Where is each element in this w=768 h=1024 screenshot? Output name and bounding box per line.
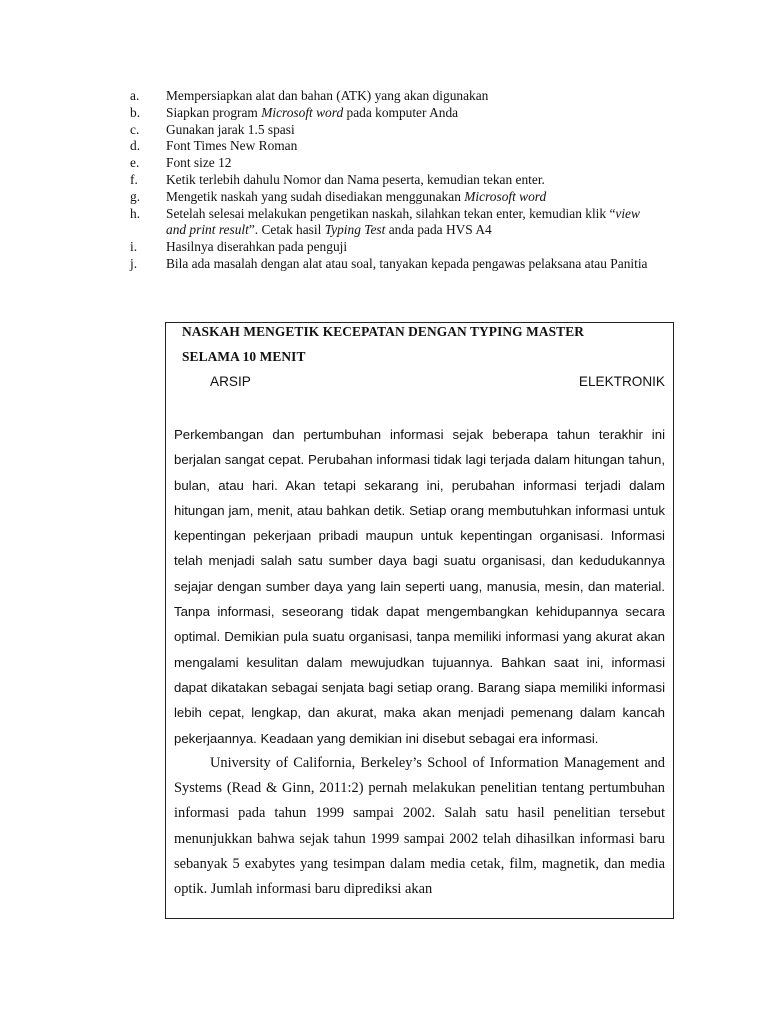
instruction-item bbox=[130, 172, 650, 189]
document-heading-left: ARSIP bbox=[210, 374, 251, 389]
instruction-text bbox=[166, 172, 650, 189]
instruction-text-part: pada komputer Anda bbox=[343, 104, 459, 120]
instruction-marker: j. bbox=[130, 255, 138, 271]
instruction-text-part: Bila ada masalah dengan alat atau soal, tanyakan kepada pengawas pelaksana atau Panitia bbox=[166, 255, 648, 271]
instruction-text-part: Setelah selesai melakukan pengetikan naskah, silahkan tekan enter, kemudian klik “ bbox=[166, 205, 616, 221]
instruction-text bbox=[166, 105, 650, 122]
instruction-text-part: anda pada HVS A4 bbox=[385, 222, 492, 238]
instruction-marker: i. bbox=[130, 239, 138, 255]
instruction-text-part: Font Times New Roman bbox=[166, 138, 298, 154]
instruction-item bbox=[130, 239, 650, 256]
instruction-text bbox=[166, 88, 650, 105]
instruction-item bbox=[130, 206, 650, 240]
instruction-text bbox=[166, 138, 650, 155]
document-title-line-1: NASKAH MENGETIK KECEPATAN DENGAN TYPING MASTER bbox=[182, 324, 585, 339]
document-paragraph-2: University of California, Berkeley’s School of Information Management and Systems (Read & Ginn, 2011:2) pernah melakukan penelitian tentang pertumbuhan informasi pada tahun 1999 sampai 2002. Salah satu hasil penelitian tersebut menunjukkan bahwa sejak tahun 1999 sampai 2002 telah dihasilkan informasi baru sebanyak 5 exabytes yang tesimpan dalam media cetak, film, magnetik, dan media optik. Jumlah informasi baru diprediksi akan bbox=[174, 754, 665, 898]
instruction-marker: h. bbox=[130, 205, 141, 221]
instruction-text-part: Gunakan jarak 1.5 spasi bbox=[166, 121, 295, 137]
instruction-marker: c. bbox=[130, 121, 140, 137]
instruction-marker: e. bbox=[130, 155, 140, 171]
document-body bbox=[174, 422, 665, 903]
instruction-text bbox=[166, 206, 650, 240]
instruction-text bbox=[166, 239, 650, 256]
instruction-text-part: Hasilnya diserahkan pada penguji bbox=[166, 239, 348, 255]
document-heading bbox=[210, 374, 665, 389]
instruction-text-italic: Microsoft word bbox=[464, 188, 547, 204]
instruction-text-part: Font size 12 bbox=[166, 155, 232, 171]
instruction-text-italic: Microsoft word bbox=[261, 104, 344, 120]
instruction-list bbox=[130, 88, 650, 273]
instruction-marker: d. bbox=[130, 138, 141, 154]
instruction-marker: f. bbox=[130, 171, 138, 187]
instruction-item bbox=[130, 189, 650, 206]
instruction-text bbox=[166, 122, 650, 139]
instruction-text-part: Mengetik naskah yang sudah disediakan menggunakan bbox=[166, 188, 465, 204]
instruction-item bbox=[130, 88, 650, 105]
instruction-text-part: Mempersiapkan alat dan bahan (ATK) yang akan digunakan bbox=[166, 88, 489, 103]
instruction-item bbox=[130, 155, 650, 172]
instruction-text bbox=[166, 189, 650, 206]
instruction-text-part: ”. Cetak hasil bbox=[248, 222, 325, 238]
instruction-marker: a. bbox=[130, 88, 140, 103]
instruction-marker: g. bbox=[130, 188, 141, 204]
instruction-item bbox=[130, 105, 650, 122]
document-paragraph-1: Perkembangan dan pertumbuhan informasi sejak beberapa tahun terakhir ini berjalan sangat cepat. Perubahan informasi tidak lagi terjada dalam hitungan tahun, bulan, atau hari. Akan tetapi sekarang ini, perubahan informasi terjadi dalam hitungan jam, menit, atau bahkan detik. Setiap orang membutuhkan informasi untuk kepentingan pekerjaan pribadi maupun untuk kepentingan organisasi. Informasi telah menjadi salah satu sumber daya bagi suatu organisasi, dan kedudukannya sejajar dengan sumber daya yang lain seperti uang, manusia, mesin, dan material. Tanpa informasi, seseorang tidak dapat mengembangkan kehidupannya secara optimal. Demikian pula suatu organisasi, tanpa memiliki informasi yang akurat akan mengalami kesulitan dalam mewujudkan tujuannya. Bahkan saat ini, informasi dapat dikatakan sebagai senjata bagi setiap orang. Barang siapa memiliki informasi lebih cepat, lengkap, dan akurat, maka akan menjadi pemenang dalam kancah pekerjaannya. Keadaan yang demikian ini disebut sebagai era informasi. bbox=[174, 427, 665, 746]
instruction-text bbox=[166, 155, 650, 172]
instruction-text-part: Siapkan program bbox=[166, 104, 262, 120]
instruction-marker: b. bbox=[130, 104, 141, 120]
instruction-text-italic: Typing Test bbox=[324, 222, 386, 238]
instruction-item bbox=[130, 256, 650, 273]
document-title-line-2: SELAMA 10 MENIT bbox=[182, 349, 306, 364]
instruction-text-italic: view and print result bbox=[166, 205, 640, 238]
instruction-text bbox=[166, 256, 650, 273]
instruction-item bbox=[130, 138, 650, 155]
instruction-text-part: Ketik terlebih dahulu Nomor dan Nama peserta, kemudian tekan enter. bbox=[166, 171, 545, 187]
typing-test-document bbox=[165, 322, 674, 919]
document-heading-right: ELEKTRONIK bbox=[578, 374, 665, 389]
instruction-item bbox=[130, 122, 650, 139]
